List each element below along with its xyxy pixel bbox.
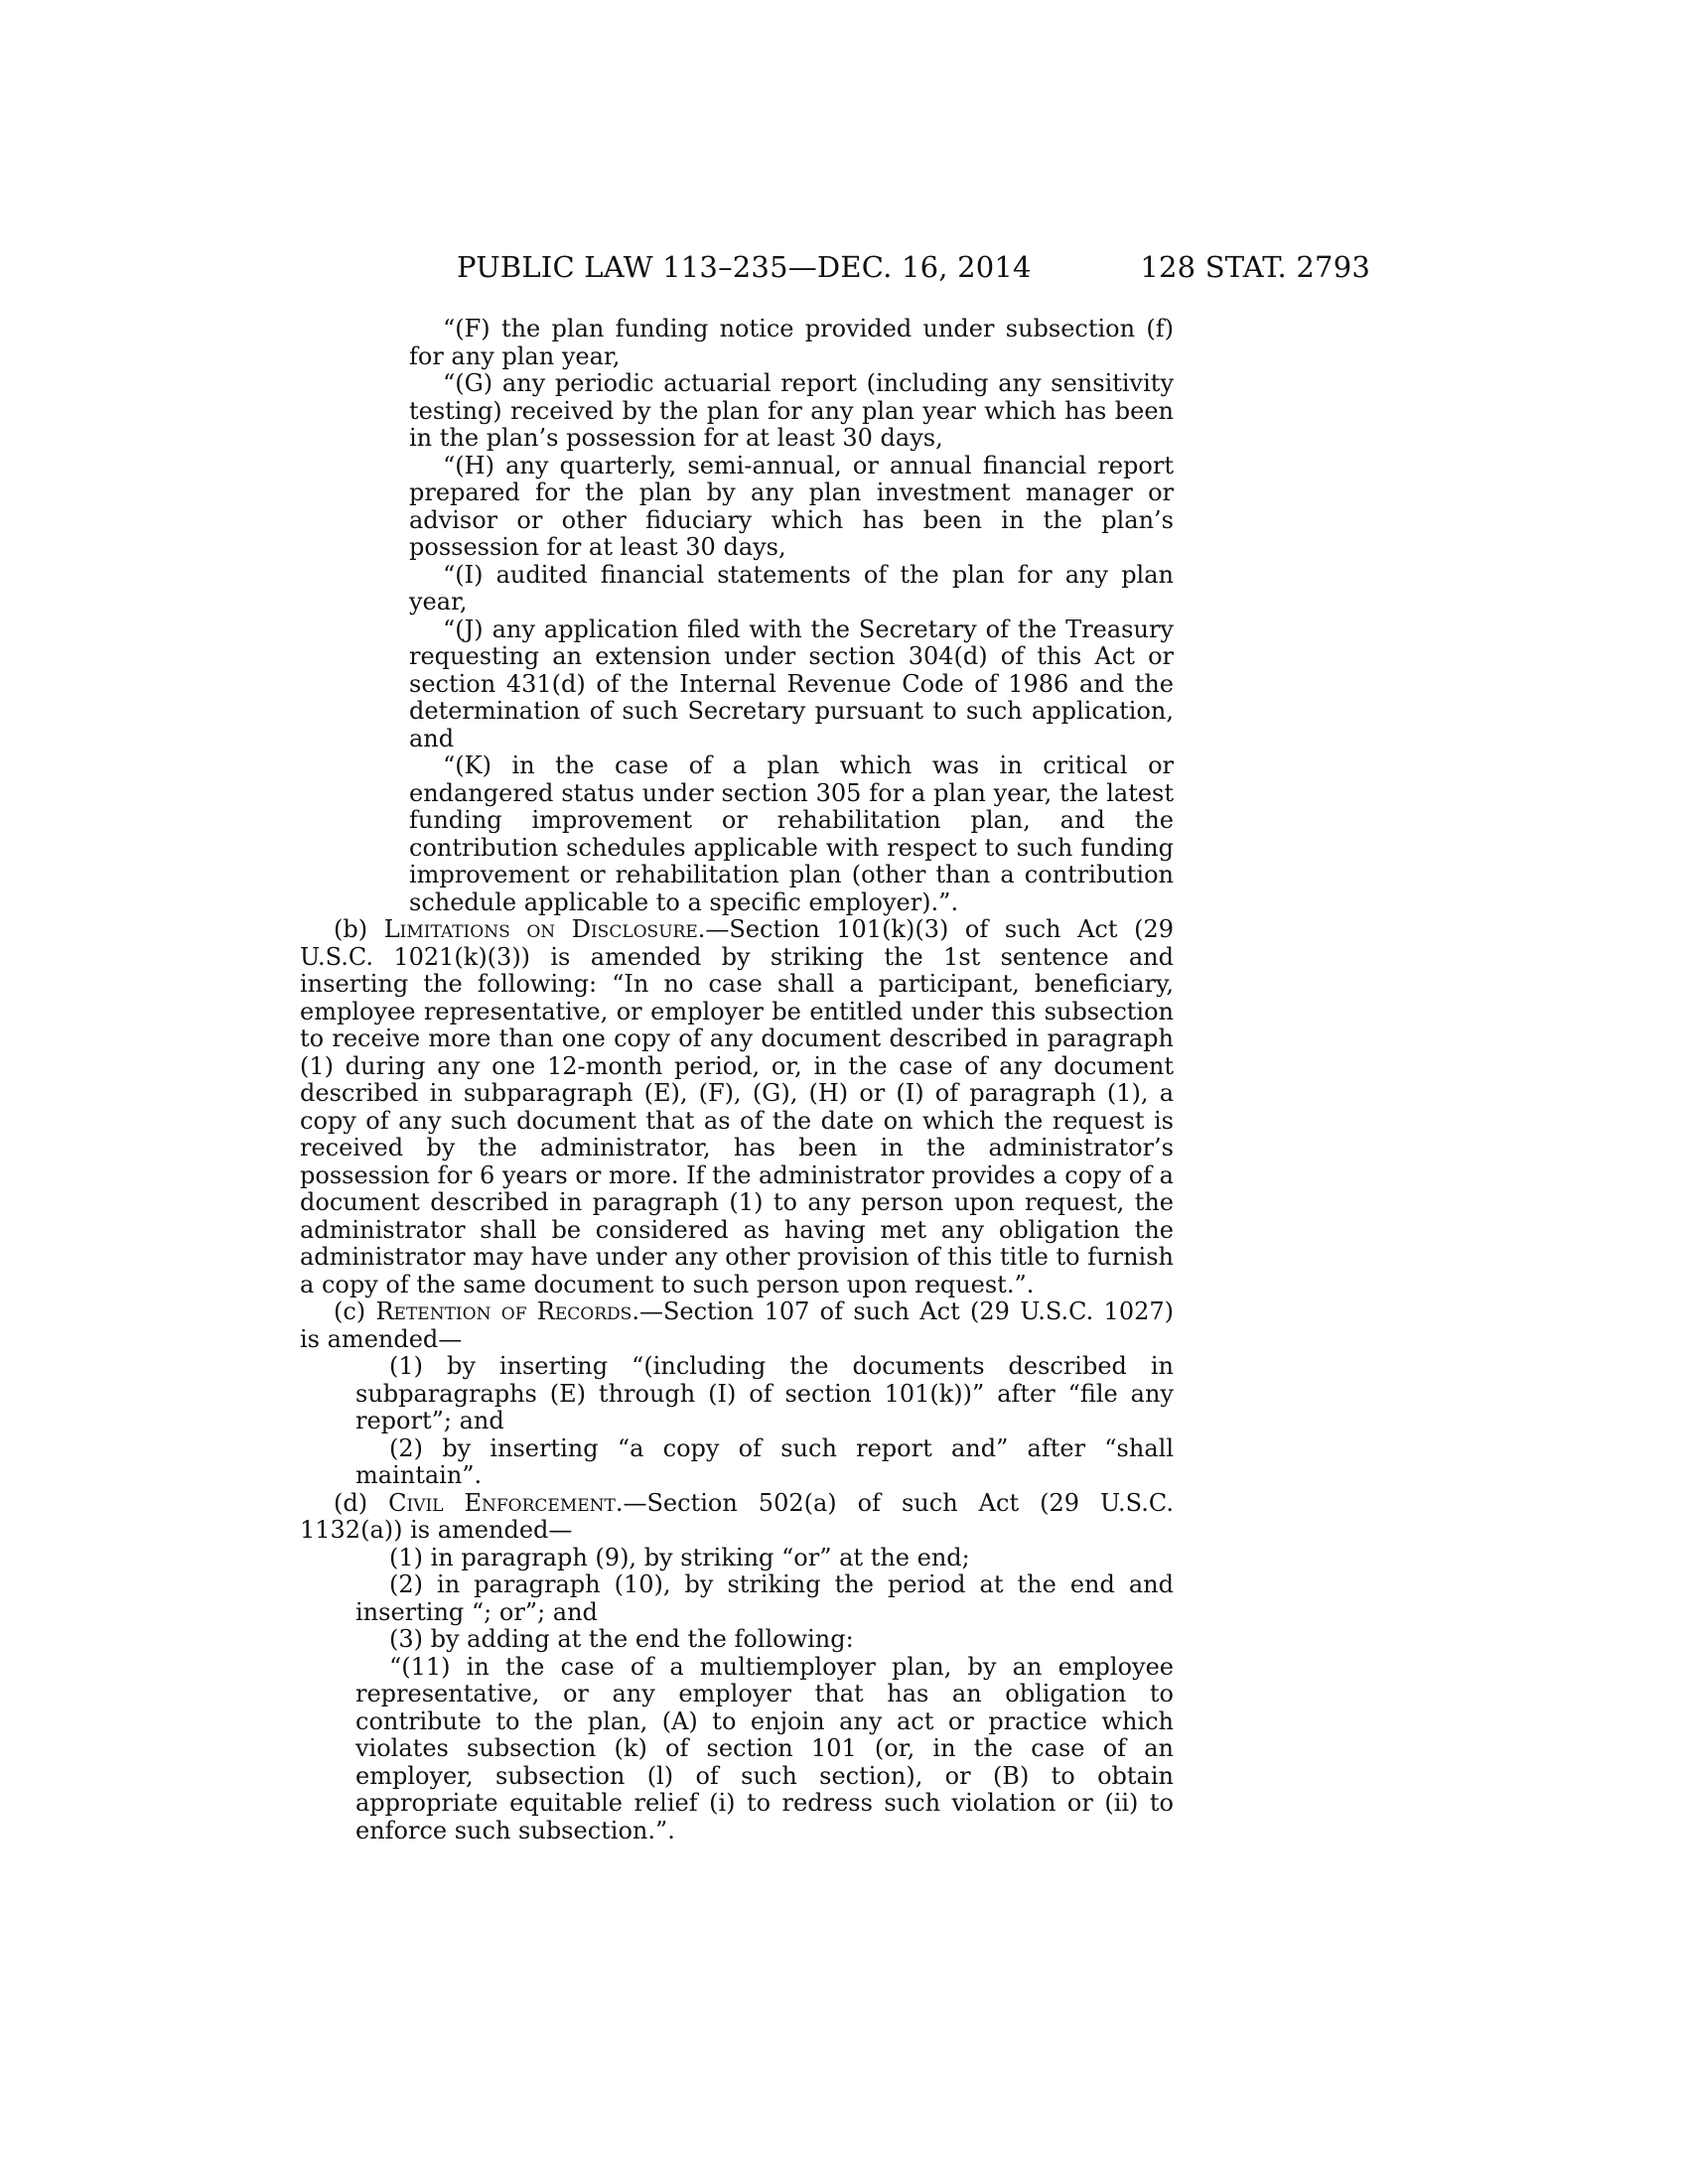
clause-J: “(J) any application filed with the Secretary of the Treasury requesting an extension under section 304(d) of this Act or section 431(d) of the Internal Revenue Code of 1986 and the determination of such Secretary pursuant to such application, and [409, 614, 1174, 752]
clause-H: “(H) any quarterly, semi-annual, or annual financial report prepared for the plan by any plan investment manager or advisor or other fiduciary which has been in the plan’s possession for at least 30 days, [409, 451, 1174, 561]
clause-I: “(I) audited financial statements of the plan for any plan year, [409, 560, 1174, 615]
document-body [300, 316, 1174, 1844]
subsection-d-heading: Civil Enforcement [388, 1488, 616, 1517]
clause-G: “(G) any periodic actuarial report (including any sensitivity testing) received by the plan for any plan year which has been in the plan’s possession for at least 30 days, [409, 369, 1174, 452]
paragraph-11-quote: “(11) in the case of a multiemployer plan, by an employee representative, or any employer that has an obligation to contribute to the plan, (A) to enjoin any act or practice which violates subsection (k) of section 101 (or, in the case of an employer, subsection (l) of such section), or (B) to obtain appropriate equitable relief (i) to redress such violation or (ii) to enforce such subsection.”. [355, 1652, 1174, 1844]
running-head: PUBLIC LAW 113–235—DEC. 16, 2014 [457, 250, 1032, 284]
clause-K: “(K) in the case of a plan which was in critical or endangered status under section 305 for a plan year, the latest funding improvement or rehabilitation plan, and the contribution schedules applicable with respect to such funding improvement or rehabilitation plan (other than a contribution schedule applicable to a specific employer).”. [409, 751, 1174, 916]
subsection-c-item-2: (2) by inserting “a copy of such report and” after “shall maintain”. [355, 1433, 1174, 1489]
subsection-d-lead: (d) [334, 1488, 389, 1517]
subsection-d-item-1: (1) in paragraph (9), by striking “or” at the end; [389, 1543, 970, 1571]
clause-F: “(F) the plan funding notice provided under subsection (f) for any plan year, [409, 315, 1174, 370]
page-header [457, 250, 1370, 290]
subsection-c [300, 1298, 1174, 1353]
subsection-d [300, 1490, 1174, 1545]
subsection-b [300, 916, 1174, 1298]
subsection-b-lead: (b) [334, 915, 384, 943]
subsection-d-item-2: (2) in paragraph (10), by striking the period at the end and inserting “; or”; and [355, 1570, 1174, 1626]
subsection-d-item-3: (3) by adding at the end the following: [389, 1625, 854, 1653]
subsection-c-heading: Retention of Records [375, 1297, 633, 1325]
subsection-c-text: .—Section 107 of such Act (29 U.S.C. 1027) is amended— [300, 1297, 1175, 1353]
subsection-b-text: .—Section 101(k)(3) of such Act (29 U.S.C. 1021(k)(3)) is amended by striking the 1st sentence and inserting the following: “In no case shall a participant, beneficiary, employee representative, or employer be entitled under this subsection to receive more than one copy of any document described in paragraph (1) during any one 12-month period, or, in the case of any document described in subparagraph (E), (F), (G), (H) or (I) of paragraph (1), a copy of any such document that as of the date on which the request is received by the administrator, has been in the administrator’s possession for 6 years or more. If the administrator provides a copy of a document described in paragraph (1) to any person upon request, the administrator shall be considered as having met any obligation the administrator may have under any other provision of this title to furnish a copy of the same document to such person upon request.”. [300, 915, 1175, 1298]
subsection-b-heading: Limitations on Disclosure [383, 915, 698, 943]
subsection-c-item-1: (1) by inserting “(including the documents described in subparagraphs (E) through (I) of section 101(k))” after “file any report”; and [355, 1352, 1174, 1434]
subsection-c-lead: (c) [334, 1297, 376, 1325]
subsection-d-text: .—Section 502(a) of such Act (29 U.S.C. 1132(a)) is amended— [300, 1488, 1175, 1544]
statute-page-number: 128 STAT. 2793 [1140, 250, 1370, 284]
